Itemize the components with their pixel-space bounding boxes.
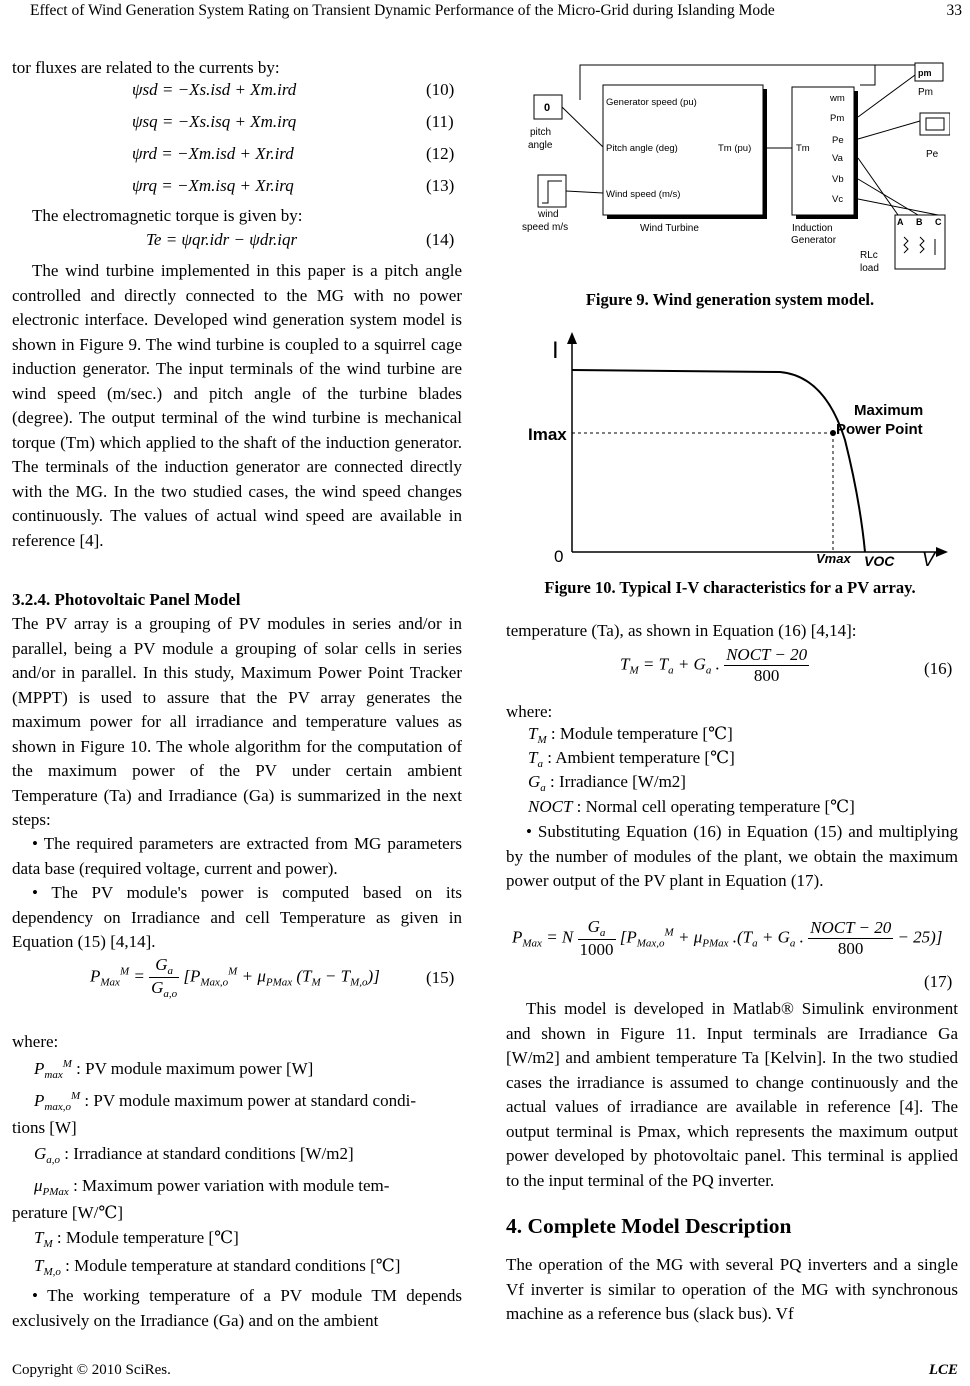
figure-9-diagram (520, 55, 950, 280)
section-heading-4: 4. Complete Model Description (506, 1214, 792, 1238)
label-pe: Pe (926, 149, 939, 160)
section-heading-pv: 3.2.4. Photovoltaic Panel Model (12, 590, 241, 609)
figure-10-chart (520, 330, 950, 570)
def-right-noct: NOCT : Normal cell operating temperature [℃] (528, 797, 855, 816)
load-name-1: RLc (860, 250, 878, 261)
wt-input-pitch-angle: Pitch angle (deg) (606, 143, 678, 154)
bullet-3: • The working temperature of a PV module TM depends exclusively on the Irradiance (Ga) and on the ambient (12, 1286, 462, 1330)
where-left: where: (12, 1032, 59, 1051)
paragraph-simulink-model: This model is developed in Matlab® Simulink environment and shown in Figure 11. Input terminals are Irradiance Ga [W/m2] and ambient temperature Ta [Kelvin]. In the two studied cases the irradiance is assumed to change continuously and the actual values of irradiance are available in reference [4]. The output terminal is Pmax, which represents the maximum output power developed by photovoltaic panel. This terminal is applied to the input terminal of the PQ inverter. (506, 999, 958, 1190)
mpp-label-1: Maximum (854, 402, 924, 419)
eq-number-17: (17) (924, 972, 953, 991)
eq-number-15: (15) (426, 968, 455, 987)
eq-number-14: (14) (426, 230, 455, 249)
def-pmax: $P_{max}^M$ : PV module maximum power [W] (34, 1058, 314, 1081)
voc-label: VOC (864, 553, 895, 569)
wt-output-tm: Tm (pu) (718, 143, 752, 154)
equation-17: $P_{Max} = N$ $\frac{G_a}{1000}$ [$P_{Max,o}^M + \mu_{PMax}$ $.(T_a + G_a$ . $\frac{\text{NOCT − 20}}{800}$ − 25)] (512, 917, 943, 959)
ig-name-1: Induction (792, 223, 833, 234)
figure-10-caption: Figure 10. Typical I-V characteristics for a PV array. (544, 578, 916, 597)
bullet-right: • Substituting Equation (16) in Equation (15) and multiplying by the number of modules of the plant, we obtain the maximum power output of the PV plant in Equation (17). (506, 822, 958, 890)
copyright: Copyright © 2010 SciRes. (12, 1362, 171, 1378)
page-footer (12, 1362, 958, 1379)
ig-pm: Pm (830, 113, 845, 124)
mpp-label-2: Power Point (836, 421, 923, 438)
wind-label-1: wind (538, 209, 559, 220)
vmax-label: Vmax (816, 551, 851, 566)
def-g-ao: $G_{a,o}$ : Irradiance at standard conditions [W/m2] (34, 1144, 354, 1166)
figure-9-caption: Figure 9. Wind generation system model. (585, 290, 875, 309)
eq-number-11: (11) (426, 112, 454, 131)
y-axis-arrow (567, 332, 577, 344)
eq-number-10: (10) (426, 80, 455, 99)
equation-10: ψsd = −Xs.isd + Xm.ird (132, 80, 297, 99)
scope-pm: pm (918, 68, 932, 78)
eq-number-13: (13) (426, 176, 455, 195)
def-pmax-o-cont: tions [W] (12, 1118, 77, 1137)
ig-vb: Vb (832, 174, 844, 185)
equation-11: ψsq = −Xs.isq + Xm.irq (132, 112, 297, 131)
bullet-1: • The required parameters are extracted from MG parameters data base (required voltage, current and power). (12, 834, 462, 878)
def-tmo: $T_{M,o}$ : Module temperature at standard conditions [℃] (34, 1256, 401, 1278)
iv-curve (572, 370, 865, 552)
origin-label: 0 (554, 547, 564, 566)
equation-16: $T_M = T_a + G_a$ . $\frac{\text{NOCT − 20}}{800}$ (620, 645, 808, 685)
where-right: where: (506, 702, 553, 721)
pitch-label: pitch (530, 127, 552, 138)
load-name-2: load (860, 263, 879, 274)
ig-vc: Vc (832, 194, 844, 205)
wind-label-2: speed m/s (522, 222, 569, 233)
pe-scope (920, 113, 950, 135)
equation-15: $P_{Max}^M$ = $\frac{G_a}{G_{a,o}}$ [$P_{Max,o}^M + \mu_{PMax}$ $(T_M - T_{M,o})$] (90, 955, 380, 1000)
paragraph-complete-model: The operation of the MG with several PQ inverters and a single Vf inverter is similar to operation of the MG with synchronous machine as a reference bus (slack bus). Vf (506, 1255, 958, 1323)
temp-intro: temperature (Ta), as shown in Equation (16) [4,14]: (506, 621, 857, 640)
x-axis-arrow (936, 547, 948, 557)
torque-intro: The electromagnetic torque is given by: (32, 206, 303, 225)
eq-number-16: (16) (924, 659, 953, 678)
def-pmax-o: $P_{max,o}^M$ : PV module maximum power at standard condi- (34, 1090, 416, 1113)
header-title: Effect of Wind Generation System Rating on Transient Dynamic Performance of the Micro-Grid during Islanding Mode (30, 2, 775, 19)
def-right-ga: $G_a$ : Irradiance [W/m2] (528, 772, 686, 794)
equation-12: ψrd = −Xm.isd + Xr.ird (132, 144, 294, 163)
load-c: C (935, 217, 942, 227)
constant-value: 0 (544, 102, 551, 114)
running-header (0, 0, 970, 28)
axis-label-v: V (922, 550, 935, 570)
imax-label: Imax (528, 425, 567, 444)
equation-13: ψrq = −Xm.isq + Xr.irq (132, 176, 294, 195)
label-pm: Pm (918, 87, 933, 98)
page-number: 33 (946, 2, 962, 19)
load-b: B (916, 217, 923, 227)
bullet-2: • The PV module's power is computed based on its dependency on Irradiance and cell Temperature as given in Equation (15) [4,14]. (12, 883, 462, 951)
wt-input-generator-speed: Generator speed (pu) (606, 97, 697, 108)
equation-14: Te = ψqr.idr − ψdr.iqr (146, 230, 298, 249)
wind-step-block (538, 175, 566, 207)
eq-number-12: (12) (426, 144, 455, 163)
journal-abbrev: LCE (928, 1362, 958, 1378)
paragraph-wind-turbine: The wind turbine implemented in this paper is a pitch angle controlled and directly connected to the MG with no power electronic interface. Developed wind generation system model is shown in Figure 9. The wind turbine is coupled to a squirrel cage induction generator. The input terminals of the wind turbine are wind speed (m/sec.) and pitch angle of the turbine blades (degree). The output terminal of the wind turbine is mechanical torque (Tm) which applied to the shaft of the induction generator. The terminals of the induction generator are connected directly with the MG. In the two studied cases, the wind speed changes continuously. The values of actual wind speed are available in reference [4]. (12, 261, 462, 550)
def-mu-cont: perature [W/℃] (12, 1203, 124, 1222)
def-mu: $\mu_{PMax}$ : Maximum power variation with module tem- (34, 1176, 390, 1198)
wt-name: Wind Turbine (640, 223, 699, 234)
load-a: A (897, 217, 904, 227)
def-tm: $T_M$ : Module temperature [℃] (34, 1228, 239, 1250)
paragraph-pv: The PV array is a grouping of PV modules in series and/or in parallel, being a PV module a grouping of solar cells in series and/or in parallel. In this study, Maximum Power Point Tracker (MPPT) is used to assure that the PV array generates the maximum power for all irradiance and temperature values as shown in Figure 10. The whole algorithm for the computation of the maximum power of the PV under certain ambient Temperature (Ta) and Irradiance (Ga) is summarized in the next steps: (12, 614, 462, 829)
ig-va: Va (832, 153, 843, 164)
left-intro: tor fluxes are related to the currents by: (12, 58, 280, 77)
pitch-label-2: angle (528, 140, 553, 151)
ig-tm: Tm (796, 143, 810, 154)
ig-name-2: Generator (791, 235, 837, 246)
wt-input-wind-speed: Wind speed (m/s) (606, 189, 681, 200)
def-right-tm: $T_M$ : Module temperature [℃] (528, 724, 733, 746)
ig-wm: wm (830, 93, 845, 104)
def-right-ta: $T_a$ : Ambient temperature [℃] (528, 748, 735, 770)
ig-pe: Pe (832, 135, 844, 146)
axis-label-i: I (552, 337, 559, 364)
